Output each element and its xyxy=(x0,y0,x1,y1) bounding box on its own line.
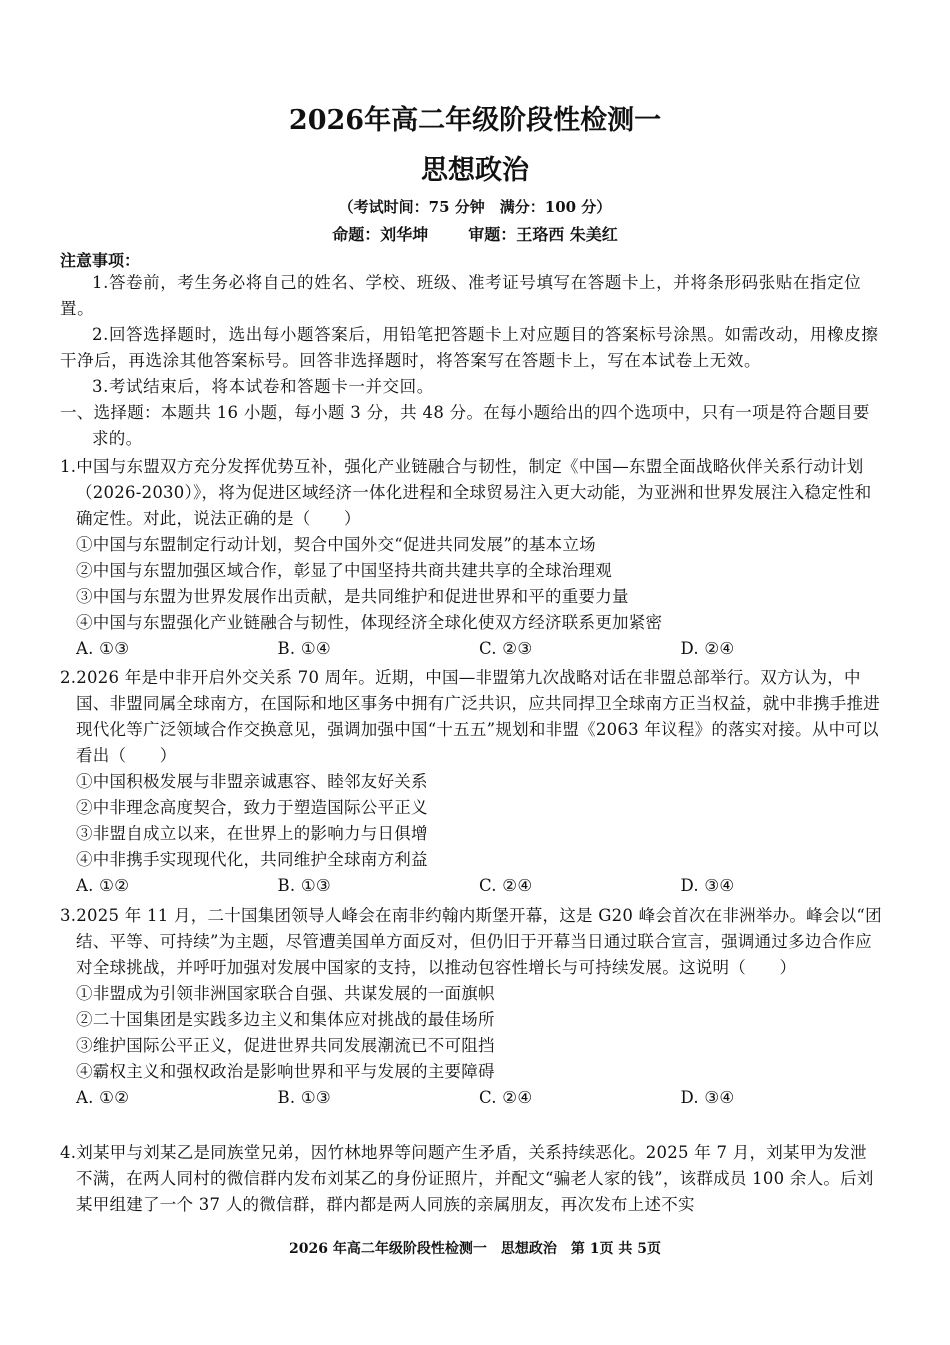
question-stem: 2.2026 年是中非开启外交关系 70 周年。近期，中国—非盟第九次战略对话在非盟总部举行。双方认为，中国、非盟同属全球南方，在国际和地区事务中拥有广泛共识，应共同捍卫全球南方正当权益，就中非携手推进现代化等广泛领域合作交换意见，强调加强中国“十五五”规划和非盟《2063 年议程》的落实对接。从中可以看出（ ） xyxy=(60,668,880,765)
choice-c: C. ②④ xyxy=(479,876,533,895)
choice-b: B. ①③ xyxy=(277,1088,331,1107)
choice-d: D. ②④ xyxy=(680,639,735,658)
statement-option: ②中国与东盟加强区域合作，彰显了中国坚持共商共建共享的全球治理观 xyxy=(76,561,612,580)
exam-title: 2026年高二年级阶段性检测一 xyxy=(288,105,662,136)
question-1 xyxy=(60,454,882,662)
section-heading: 一、选择题：本题共 16 小题，每小题 3 分，共 48 分。在每小题给出的四个选项中，只有一项是符合题目要求的。 xyxy=(60,403,870,448)
reviewers: 审题：王珞西 朱美红 xyxy=(468,225,618,244)
statement-option: ②中非理念高度契合，致力于塑造国际公平正义 xyxy=(76,798,428,817)
question-4 xyxy=(60,1140,882,1218)
note-item: 3.考试结束后，将本试卷和答题卡一并交回。 xyxy=(92,377,434,396)
choice-a: A. ①② xyxy=(76,876,130,895)
question-2 xyxy=(60,665,882,899)
page-number: 第 1页 共 5页 xyxy=(570,1241,661,1257)
page-footer xyxy=(0,1238,950,1258)
choice-c: C. ②④ xyxy=(479,1088,533,1107)
exam-info: （考试时间：75 分钟 满分：100 分） xyxy=(338,198,612,216)
note-item: 2.回答选择题时，选出每小题答案后，用铅笔把答题卡上对应题目的答案标号涂黑。如需改动，用橡皮擦干净后，再选涂其他答案标号。回答非选择题时，将答案写在答题卡上，写在本试卷上无效。 xyxy=(60,325,879,370)
choice-d: D. ③④ xyxy=(680,876,735,895)
footer-title: 2026 年高二年级阶段性检测一 xyxy=(289,1241,487,1257)
choice-d: D. ③④ xyxy=(680,1088,735,1107)
notes-list xyxy=(60,270,882,452)
question-stem: 3.2025 年 11 月，二十国集团领导人峰会在南非约翰内斯堡开幕，这是 G20 峰会首次在非洲举办。峰会以“团结、平等、可持续”为主题，尽管遭美国单方面反对，但仍旧于开幕当日通过联合宣言，强调通过多边合作应对全球挑战，并呼吁加强对发展中国家的支持，以推动包容性增长与可持续发展。这说明（ ） xyxy=(60,906,882,977)
author-line xyxy=(0,222,950,245)
note-item: 1.答卷前，考生务必将自己的姓名、学校、班级、准考证号填写在答题卡上，并将条形码张贴在指定位置。 xyxy=(60,273,862,318)
footer-subject: 思想政治 xyxy=(500,1241,557,1257)
notes-heading: 注意事项： xyxy=(60,251,141,270)
statement-option: ②二十国集团是实践多边主义和集体应对挑战的最佳场所 xyxy=(76,1010,495,1029)
statement-option: ④中非携手实现现代化，共同维护全球南方利益 xyxy=(76,850,428,869)
question-3 xyxy=(60,903,882,1111)
statement-option: ③维护国际公平正义，促进世界共同发展潮流已不可阻挡 xyxy=(76,1036,495,1055)
statement-option: ③非盟自成立以来，在世界上的影响力与日俱增 xyxy=(76,824,428,843)
answer-choices xyxy=(60,873,882,899)
statement-option: ①中国与东盟制定行动计划，契合中国外交“促进共同发展”的基本立场 xyxy=(76,535,596,554)
question-stem: 1.中国与东盟双方充分发挥优势互补，强化产业链融合与韧性，制定《中国—东盟全面战略伙伴关系行动计划（2026-2030）》，将为促进区域经济一体化进程和全球贸易注入更大动能，为亚洲和世界发展注入稳定性和确定性。对此，说法正确的是（ ） xyxy=(60,457,872,528)
choice-a: A. ①③ xyxy=(76,639,130,658)
answer-choices xyxy=(60,1085,882,1111)
statement-option: ④中国与东盟强化产业链融合与韧性，体现经济全球化使双方经济联系更加紧密 xyxy=(76,613,663,632)
statement-option: ④霸权主义和强权政治是影响世界和平与发展的主要障碍 xyxy=(76,1062,495,1081)
author: 命题：刘华坤 xyxy=(332,225,429,244)
statement-option: ③中国与东盟为世界发展作出贡献，是共同维护和促进世界和平的重要力量 xyxy=(76,587,629,606)
statement-option: ①非盟成为引领非洲国家联合自强、共谋发展的一面旗帜 xyxy=(76,984,495,1003)
choice-a: A. ①② xyxy=(76,1088,130,1107)
choice-c: C. ②③ xyxy=(479,639,533,658)
question-stem: 4.刘某甲与刘某乙是同族堂兄弟，因竹林地界等问题产生矛盾，关系持续恶化。2025 年 7 月，刘某甲为发泄不满，在两人同村的微信群内发布刘某乙的身份证照片，并配文“骗老人家的钱”，该群成员 100 余人。后刘某甲组建了一个 37 人的微信群，群内都是两人同族的亲属朋友，再次发布上述不实 xyxy=(60,1143,874,1214)
statement-option: ①中国积极发展与非盟亲诚惠容、睦邻友好关系 xyxy=(76,772,428,791)
subject-title: 思想政治 xyxy=(421,155,529,186)
answer-choices xyxy=(60,636,882,662)
choice-b: B. ①④ xyxy=(277,639,331,658)
choice-b: B. ①③ xyxy=(277,876,331,895)
